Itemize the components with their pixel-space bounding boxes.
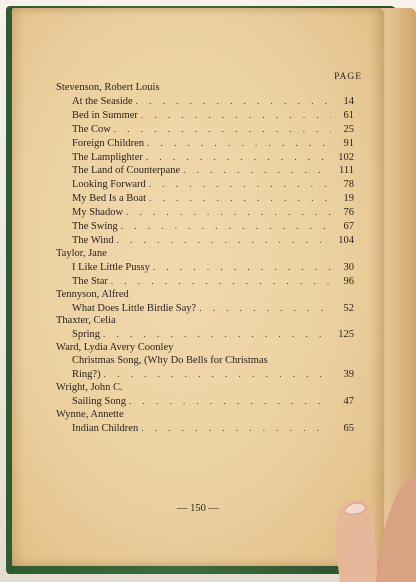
page-column-header: PAGE <box>334 72 362 82</box>
page-ref-number: 47 <box>343 395 354 407</box>
poem-title: Bed in Summer <box>72 109 138 121</box>
page-ref-number: 14 <box>343 95 354 107</box>
author-name: Taylor, Jane <box>56 247 107 259</box>
author-name: Tennyson, Alfred <box>56 288 129 300</box>
poem-title: Ring?) <box>72 369 101 381</box>
page-number: — 150 — <box>177 503 219 514</box>
hand-holding-page <box>318 432 416 582</box>
page-ref-number: 104 <box>338 234 354 246</box>
poem-title: The Swing <box>72 221 118 233</box>
index-entry-row <box>56 151 354 165</box>
poem-title: Foreign Children <box>72 137 145 149</box>
index-author-row <box>56 82 354 95</box>
index-list <box>56 82 354 436</box>
author-name: Thaxter, Celia <box>56 315 116 327</box>
dot-leader <box>183 164 331 177</box>
page-ref-number: 25 <box>343 123 354 135</box>
index-entry-row <box>56 192 354 206</box>
index-entry-row <box>56 137 354 151</box>
author-name: Wynne, Annette <box>56 408 124 420</box>
page-ref-number: 111 <box>339 165 354 177</box>
author-name: Ward, Lydia Avery Coonley <box>56 342 174 354</box>
dot-leader <box>129 395 331 408</box>
index-author-row <box>56 382 354 395</box>
poem-title: The Wind <box>72 234 114 246</box>
author-name: Wright, John C. <box>56 381 123 393</box>
dot-leader <box>141 422 331 435</box>
poem-title: The Star <box>72 275 108 287</box>
poem-title: Indian Children <box>72 422 139 434</box>
dot-leader <box>149 192 331 205</box>
page-ref-number: 96 <box>343 275 354 287</box>
index-entry-row <box>56 164 354 178</box>
poem-title: The Cow <box>72 123 111 135</box>
index-author-row <box>56 409 354 422</box>
page-ref-number: 78 <box>343 179 354 191</box>
index-author-row <box>56 248 354 261</box>
poem-title: Spring <box>72 329 101 341</box>
index-entry-row <box>56 220 354 234</box>
index-entry-row <box>56 234 354 248</box>
dot-leader <box>111 275 331 288</box>
poem-title: The Lamplighter <box>72 151 143 163</box>
index-entry-row <box>56 355 354 368</box>
index-entry-row <box>56 395 354 409</box>
poem-title: Christmas Song, (Why Do Bells for Christmas <box>72 355 268 367</box>
dot-leader <box>147 137 331 150</box>
dot-leader <box>121 220 331 233</box>
page-ref-number: 30 <box>343 261 354 273</box>
page-ref-number: 19 <box>343 193 354 205</box>
page-ref-number: 76 <box>343 207 354 219</box>
index-entry-row <box>56 328 354 342</box>
page-ref-number: 61 <box>343 109 354 121</box>
index-entry-row <box>56 368 354 382</box>
dot-leader <box>146 151 331 164</box>
index-entry-row <box>56 123 354 137</box>
index-author-row <box>56 315 354 328</box>
poem-title: At the Seaside <box>72 95 133 107</box>
index-author-row <box>56 289 354 302</box>
page-ref-number: 125 <box>338 329 354 341</box>
index-entry-row <box>56 109 354 123</box>
dot-leader <box>103 328 331 341</box>
poem-title: Sailing Song <box>72 395 126 407</box>
dot-leader <box>153 261 331 274</box>
index-author-row <box>56 342 354 355</box>
poem-title: What Does Little Birdie Say? <box>72 302 197 314</box>
index-entry-row <box>56 178 354 192</box>
poem-title: My Shadow <box>72 207 124 219</box>
page-ref-number: 91 <box>343 137 354 149</box>
index-entry-row <box>56 95 354 109</box>
dot-leader <box>104 368 331 381</box>
index-entry-row <box>56 302 354 316</box>
poem-title: The Land of Counterpane <box>72 165 181 177</box>
author-name: Stevenson, Robert Louis <box>56 82 160 93</box>
page-ref-number: 52 <box>343 302 354 314</box>
dot-leader <box>141 109 331 122</box>
index-entry-row <box>56 275 354 289</box>
dot-leader <box>199 302 331 315</box>
index-entry-row <box>56 261 354 275</box>
dot-leader <box>114 123 331 136</box>
index-entry-row <box>56 422 354 436</box>
poem-title: My Bed Is a Boat <box>72 193 147 205</box>
dot-leader <box>117 234 331 247</box>
dot-leader <box>149 178 331 191</box>
page-ref-number: 102 <box>338 151 354 163</box>
page-ref-number: 67 <box>343 221 354 233</box>
page-ref-number: 39 <box>343 369 354 381</box>
dot-leader <box>126 206 331 219</box>
page-ref-number: 65 <box>343 422 354 434</box>
index-entry-row <box>56 206 354 220</box>
dot-leader <box>136 95 331 108</box>
poem-title: Looking Forward <box>72 179 146 191</box>
poem-title: I Like Little Pussy <box>72 261 150 273</box>
